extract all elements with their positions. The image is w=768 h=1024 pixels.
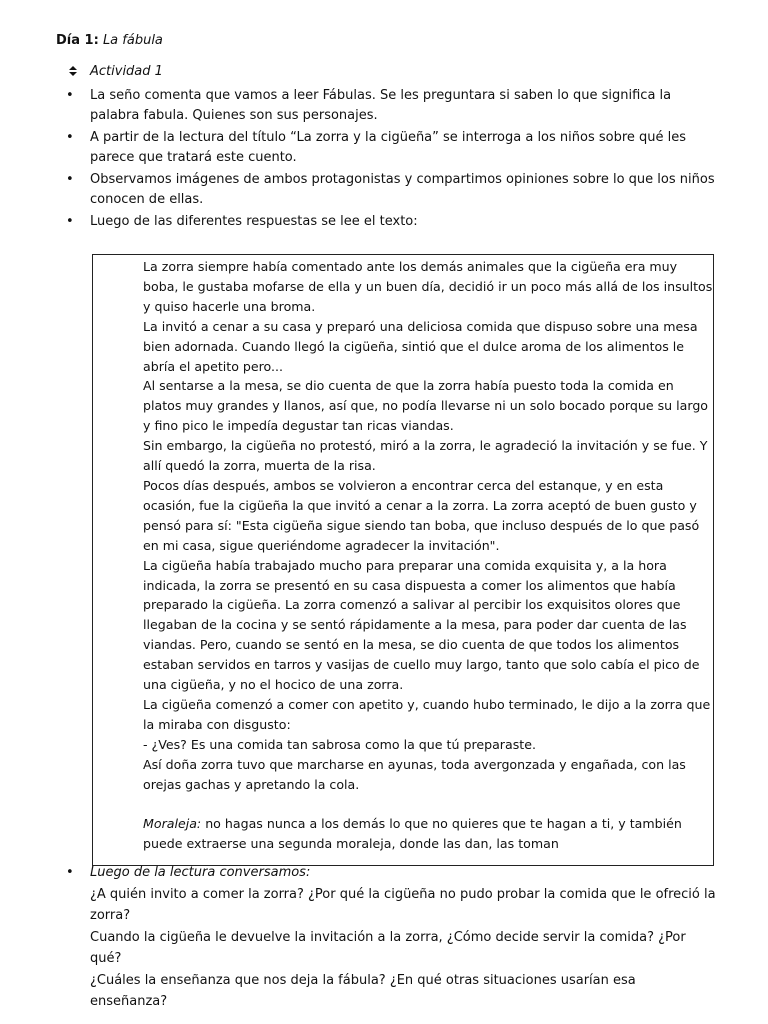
bullet-icon: • <box>66 172 74 187</box>
story-paragraph: La cigüeña había trabajado mucho para preparar una comida exquisita y, a la hora indicada, la zorra se presentó en su casa dispuesta a comer los alimentos que había preparado la cigüeña. La zorra comenzó a salivar al percibir los exquisitos olores que llegaban de la cocina y se sentó rápidamente a la mesa, para poder dar cuenta de las viandas. Pero, cuando se sentó en la mesa, se dio cuenta de que todos los alimentos estaban servidos en tarros y vasijas de cuello muy largo, tanto que solo cabía el pico de una cigüeña, y no el hocico de una zorra. <box>143 557 700 693</box>
list-item-text: A partir de la lectura del título “La zorra y la cigüeña” se interroga a los niños sobre qué les parece que tratará este cuento. <box>90 130 687 165</box>
discussion-question: ¿Cuáles la enseñanza que nos deja la fábula? ¿En qué otras situaciones usarían esa enseñanza? <box>90 972 636 1009</box>
story-paragraph: Sin embargo, la cigüeña no protestó, miró a la zorra, le agradeció la invitación y se fue. Y allí quedó la zorra, muerta de la risa. <box>143 438 708 474</box>
list-item-text: Luego de las diferentes respuestas se lee el texto: <box>90 214 418 229</box>
bullet-icon: • <box>66 214 74 229</box>
discussion-question: Cuando la cigüeña le devuelve la invitación a la zorra, ¿Cómo decide servir la comida? ¿Por qué? <box>90 929 686 966</box>
moral-label: Moraleja: <box>143 816 202 832</box>
list-item <box>66 170 716 210</box>
story-paragraph: La invitó a cenar a su casa y preparó una deliciosa comida que dispuso sobre una mesa bien adornada. Cuando llegó la cigüeña, sintió que el dulce aroma de los alimentos le abría el apetito pero... <box>143 318 698 374</box>
story-text <box>143 257 713 854</box>
bullet-icon: • <box>66 865 74 880</box>
story-paragraph: Pocos días después, ambos se volvieron a encontrar cerca del estanque, y en esta ocasión, fue la cigüeña la que invitó a cenar a la zorra. La zorra aceptó de buen gusto y pensó para sí: "Esta cigüeña sigue siendo tan boba, que incluso después de lo que pasó en mi casa, sigue queriéndome agradecer la invitación". <box>143 477 700 553</box>
moral-text: no hagas nunca a los demás lo que no quieres que te hagan a ti, y también puede extraerse una segunda moraleja, donde las dan, las toman <box>143 816 682 852</box>
story-paragraph: Así doña zorra tuvo que marcharse en ayunas, toda avergonzada y engañada, con las orejas gachas y apretando la cola. <box>143 756 686 792</box>
day-title: La fábula <box>102 33 163 48</box>
list-item-text: Observamos imágenes de ambos protagonistas y compartimos opiniones sobre lo que los niños conocen de ellas. <box>90 172 715 207</box>
bullet-icon: • <box>66 88 74 103</box>
activity-heading <box>68 64 163 79</box>
story-paragraph: Al sentarse a la mesa, se dio cuenta de que la zorra había puesto toda la comida en platos muy grandes y llanos, así que, no podía llevarse ni un solo bocado porque su largo y fino pico le impedía degustar tan ricas viandas. <box>143 378 709 434</box>
day-heading <box>56 33 163 48</box>
activity-title: Actividad 1 <box>90 64 163 79</box>
activity-bullet-list <box>66 86 716 234</box>
list-item <box>66 86 716 126</box>
day-label: Día 1: <box>56 33 99 48</box>
discussion-heading: Luego de la lectura conversamos: <box>90 865 311 880</box>
story-paragraph: La zorra siempre había comentado ante los demás animales que la cigüeña era muy boba, le gustaba mofarse de ella y un buen día, decidió ir un poco más allá de los insultos y quiso hacerle una broma. <box>143 259 713 314</box>
discussion-heading-row <box>66 862 716 884</box>
list-item <box>66 128 716 168</box>
paragraph-spacer <box>143 794 713 814</box>
bullet-icon: • <box>66 130 74 145</box>
story-paragraph: - ¿Ves? Es una comida tan sabrosa como la que tú preparaste. <box>143 736 536 752</box>
moral-paragraph <box>143 814 713 854</box>
story-box <box>92 254 714 866</box>
story-paragraph: La cigüeña comenzó a comer con apetito y, cuando hubo terminado, le dijo a la zorra que la miraba con disgusto: <box>143 696 711 732</box>
discussion-question: ¿A quién invito a comer la zorra? ¿Por qué la cigüeña no pudo probar la comida que le ofreció la zorra? <box>90 886 716 923</box>
discussion-section <box>66 862 716 1013</box>
list-item <box>66 212 716 232</box>
double-chevron-icon <box>68 65 90 78</box>
list-item-text: La seño comenta que vamos a leer Fábulas. Se les preguntara si saben lo que significa la palabra fabula. Quienes son sus personajes. <box>90 88 672 123</box>
